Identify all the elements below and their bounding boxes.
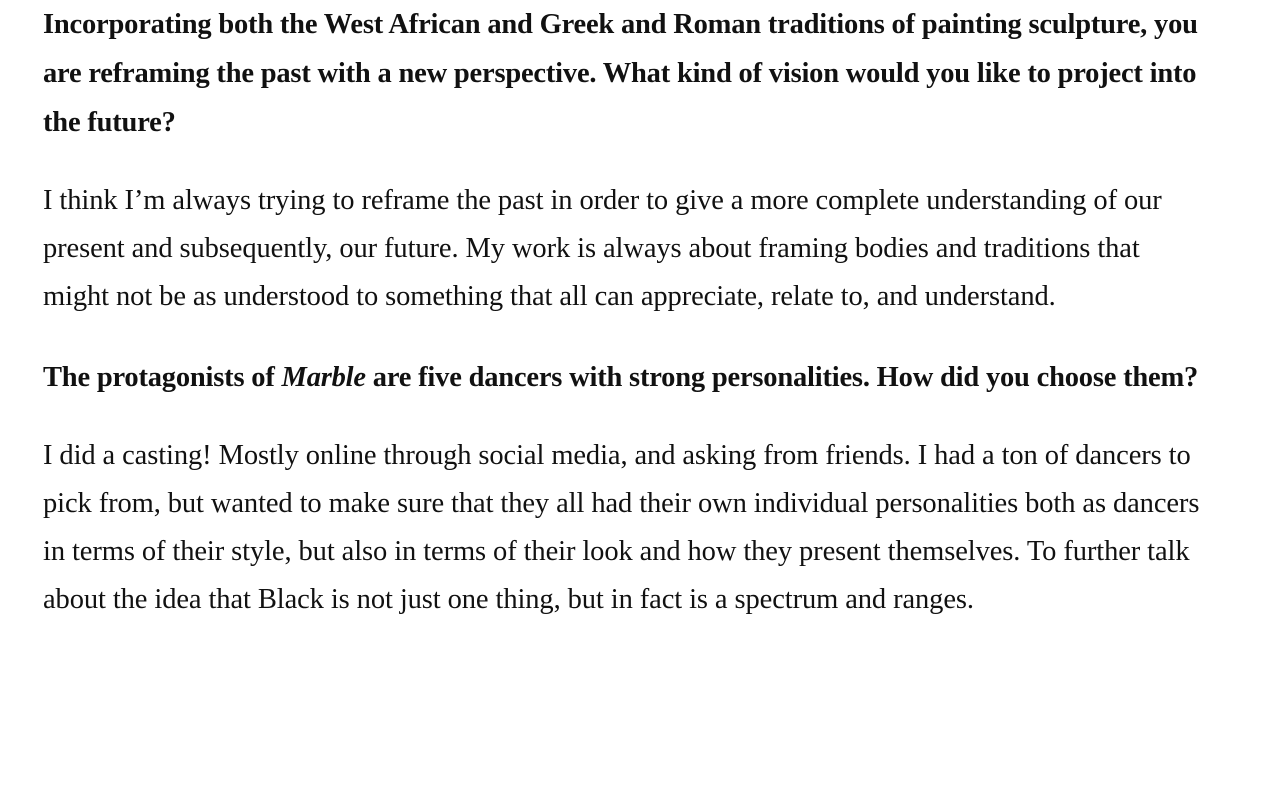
interview-answer-1: I think I’m always trying to reframe the past in order to give a more complete understanding of our present and subsequently, our future. My work is always about framing bodies and traditions that might not be as understood to something that all can appreciate, relate to, and understand.: [43, 185, 1162, 312]
interview-article: [43, 0, 1203, 624]
film-title-marble: Marble: [281, 362, 366, 393]
question-2-lead-text: The protagonists of: [43, 362, 282, 393]
interview-answer-2: I did a casting! Mostly online through social media, and asking from friends. I had a ton of dancers to pick from, but wanted to make sure that they all had their own individual personalities both as dancers in terms of their style, but also in terms of their look and how they present themselves. To further talk about the idea that Black is not just one thing, but in fact is a spectrum and ranges.: [43, 440, 1200, 615]
question-2-trail-text: are five dancers with strong personalities. How did you choose them?: [365, 362, 1199, 393]
interview-question-1: Incorporating both the West African and Greek and Roman traditions of painting sculpture, you are reframing the past with a new perspective. What kind of vision would you like to project into the future?: [43, 9, 1198, 138]
interview-question-2: [43, 353, 1203, 402]
